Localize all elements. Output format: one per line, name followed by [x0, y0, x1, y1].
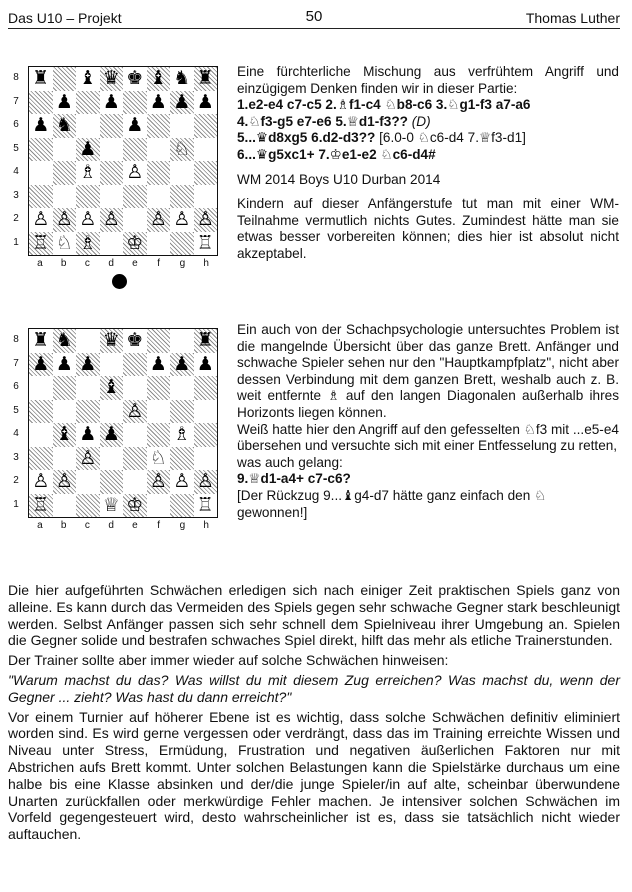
header-author: Thomas Luther	[525, 10, 620, 26]
chess-piece: ♞	[173, 67, 191, 90]
chess-piece: ♟	[196, 90, 214, 113]
square-h7	[194, 353, 218, 377]
diagram-1-text	[237, 64, 619, 263]
chess-piece: ♟	[55, 352, 73, 375]
square-e2	[123, 470, 147, 494]
chess-piece: ♙	[32, 470, 50, 493]
square-f1	[147, 494, 171, 518]
rank-label: 4	[13, 428, 19, 439]
rank-label: 8	[13, 72, 19, 83]
square-e2	[123, 208, 147, 232]
variation-note: [6.0-0 ♘c6-d4 7.♕f3-d1]	[379, 130, 526, 146]
square-g3	[170, 447, 194, 471]
square-e5	[123, 138, 147, 162]
square-h3	[194, 185, 218, 209]
chess-piece: ♞	[55, 114, 73, 137]
square-e3	[123, 447, 147, 471]
chess-piece: ♜	[32, 67, 50, 90]
square-e7	[123, 353, 147, 377]
square-g5	[170, 400, 194, 424]
square-f5	[147, 400, 171, 424]
square-h6	[194, 114, 218, 138]
chess-piece: ♟	[79, 423, 97, 446]
chess-piece: ♝	[102, 376, 120, 399]
diagram-2-text	[237, 322, 619, 521]
file-label: b	[60, 520, 67, 531]
chess-piece: ♝	[55, 423, 73, 446]
square-b1	[53, 494, 77, 518]
rank-labels	[10, 66, 22, 254]
paragraph: Ein auch von der Schachpsychologie untersuchtes Problem ist die mangelnde Übersicht über das ganze Brett. Anfänger und schwache Spieler sehen nur den "Hauptkampfplatz", nicht aber dessen Verbindung mit dem ganzen Brett, weshalb auch z. B. weit entfernte ♗ auf den langen Diagonalen außerhalb ihres Horizonts liegen können.	[237, 322, 619, 420]
square-f3	[147, 185, 171, 209]
square-g8	[170, 329, 194, 353]
square-h8	[194, 329, 218, 353]
chess-piece: ♙	[173, 208, 191, 231]
chess-piece: ♗	[79, 231, 97, 254]
square-f4	[147, 161, 171, 185]
square-g1	[170, 232, 194, 256]
chess-piece: ♟	[102, 423, 120, 446]
square-e8	[123, 67, 147, 91]
square-a7	[29, 353, 53, 377]
comment-text: Kindern auf dieser Anfängerstufe tut man mit einer WM-Teilnahme vermutlich nichts Gutes. Zumindest hätte man sie etwas besser vorbereiten können; dies hier ist absolut nicht akzeptabel.	[237, 196, 619, 261]
square-f5	[147, 138, 171, 162]
square-b8	[53, 67, 77, 91]
square-c1	[76, 232, 100, 256]
file-label: d	[108, 520, 114, 531]
chess-piece: ♚	[126, 67, 144, 90]
chess-piece: ♛	[102, 329, 120, 352]
chessboard	[28, 66, 218, 256]
black-to-move-indicator	[112, 274, 127, 289]
square-a4	[29, 423, 53, 447]
file-label: d	[108, 258, 114, 269]
rank-label: 6	[13, 381, 19, 392]
square-f6	[147, 376, 171, 400]
chess-piece: ♘	[173, 137, 191, 160]
square-a3	[29, 185, 53, 209]
chess-piece: ♙	[149, 208, 167, 231]
file-label: b	[60, 258, 67, 269]
square-c7	[76, 91, 100, 115]
square-d8	[100, 67, 124, 91]
chess-piece: ♟	[126, 114, 144, 137]
square-e4	[123, 161, 147, 185]
chess-piece: ♙	[79, 446, 97, 469]
chess-piece: ♝	[149, 67, 167, 90]
chess-piece: ♙	[126, 399, 144, 422]
chess-piece: ♚	[126, 329, 144, 352]
square-c4	[76, 423, 100, 447]
file-label: f	[157, 520, 161, 531]
square-b7	[53, 91, 77, 115]
square-e5	[123, 400, 147, 424]
square-f2	[147, 208, 171, 232]
square-d7	[100, 353, 124, 377]
square-h2	[194, 208, 218, 232]
chess-piece: ♟	[79, 352, 97, 375]
file-label: e	[132, 258, 138, 269]
chess-piece: ♟	[55, 90, 73, 113]
square-c6	[76, 114, 100, 138]
square-b4	[53, 161, 77, 185]
chess-piece: ♞	[55, 329, 73, 352]
square-b3	[53, 447, 77, 471]
rank-label: 8	[13, 334, 19, 345]
square-a1	[29, 232, 53, 256]
square-a6	[29, 114, 53, 138]
square-g2	[170, 470, 194, 494]
square-b4	[53, 423, 77, 447]
file-label: g	[179, 258, 186, 269]
square-a2	[29, 470, 53, 494]
chess-piece: ♖	[32, 493, 50, 516]
chess-piece: ♗	[79, 161, 97, 184]
variation-note: [Der Rückzug 9...♝g4-d7 hätte ganz einfach den ♘ gewonnen!]	[237, 487, 547, 520]
square-g5	[170, 138, 194, 162]
chess-piece: ♘	[55, 231, 73, 254]
rank-label: 7	[13, 95, 19, 107]
square-h5	[194, 138, 218, 162]
square-g7	[170, 353, 194, 377]
rank-label: 3	[13, 189, 19, 201]
square-d4	[100, 423, 124, 447]
square-d5	[100, 400, 124, 424]
chess-piece: ♙	[196, 208, 214, 231]
square-b1	[53, 232, 77, 256]
rank-label: 6	[13, 119, 19, 130]
page-number: 50	[305, 8, 323, 25]
square-b3	[53, 185, 77, 209]
square-c3	[76, 447, 100, 471]
file-labels	[28, 520, 218, 531]
square-f4	[147, 423, 171, 447]
chess-piece: ♟	[32, 352, 50, 375]
square-g3	[170, 185, 194, 209]
square-g6	[170, 376, 194, 400]
square-d2	[100, 208, 124, 232]
rank-label: 3	[13, 451, 19, 463]
square-c5	[76, 400, 100, 424]
square-c4	[76, 161, 100, 185]
square-h3	[194, 447, 218, 471]
file-label: a	[37, 520, 43, 531]
square-c3	[76, 185, 100, 209]
file-label: h	[203, 258, 209, 269]
square-c8	[76, 67, 100, 91]
square-b5	[53, 138, 77, 162]
square-h6	[194, 376, 218, 400]
square-h7	[194, 91, 218, 115]
rank-label: 1	[13, 236, 19, 248]
square-f6	[147, 114, 171, 138]
chess-piece: ♔	[126, 231, 144, 254]
square-g8	[170, 67, 194, 91]
square-e4	[123, 423, 147, 447]
chess-piece: ♙	[126, 161, 144, 184]
rank-label: 5	[13, 404, 19, 416]
square-c8	[76, 329, 100, 353]
move-line: 4.♘f3-g5 e7-e6 5.♕d1-f3??	[237, 113, 408, 129]
main-body-text	[8, 582, 620, 846]
file-label: c	[84, 258, 90, 269]
rank-label: 2	[13, 475, 19, 486]
file-labels	[28, 258, 218, 269]
square-g7	[170, 91, 194, 115]
page-header	[8, 4, 620, 29]
square-f2	[147, 470, 171, 494]
square-h1	[194, 232, 218, 256]
chess-piece: ♙	[149, 470, 167, 493]
file-label: a	[37, 258, 43, 269]
rank-label: 2	[13, 213, 19, 224]
file-label: f	[157, 258, 161, 269]
square-e7	[123, 91, 147, 115]
paragraph: Vor einem Turnier auf höherer Ebene ist es wichtig, dass solche Schwächen definitiv eliminiert worden sind. Es wird gerne vergessen oder verdrängt, dass das im Training erreichte Wissen und Niveau unter Stress, Ermüdung, Frustration und negativen äußerlichen Faktoren nur mit Abstrichen aufs Brett kommt. Unter solchen Belastungen kann die Spielstärke durchaus um eine halbe bis eine Klasse absinken und der/die junge Spieler/in auf alte, scheinbar überwundene Unarten zurückfallen oder merkwürdige Fehler machen. Je intensiver solchen Schwächen im Vorfeld gegengesteuert wird, desto wahrscheinlicher ist es, dass sie tatsächlich nicht wieder auftauchen.	[8, 708, 620, 843]
square-a5	[29, 400, 53, 424]
square-a2	[29, 208, 53, 232]
square-a5	[29, 138, 53, 162]
chess-piece: ♟	[102, 90, 120, 113]
square-f7	[147, 91, 171, 115]
square-b6	[53, 114, 77, 138]
rank-label: 4	[13, 166, 19, 177]
trainer-quote: "Warum machst du das? Was willst du mit diesem Zug erreichen? Was machst du, wenn der Gegner ... zieht? Was hast du dann erreicht?"	[8, 671, 620, 705]
chess-piece: ♟	[32, 114, 50, 137]
square-a1	[29, 494, 53, 518]
square-f8	[147, 329, 171, 353]
chess-piece: ♛	[102, 67, 120, 90]
square-d4	[100, 161, 124, 185]
chess-piece: ♙	[102, 208, 120, 231]
square-b2	[53, 208, 77, 232]
square-c1	[76, 494, 100, 518]
chess-piece: ♙	[32, 208, 50, 231]
square-e1	[123, 494, 147, 518]
square-e6	[123, 376, 147, 400]
file-label: e	[132, 520, 138, 531]
square-g2	[170, 208, 194, 232]
paragraph: Die hier aufgeführten Schwächen erledigen sich nach einiger Zeit praktischen Spiels ganz von alleine. Es kann durch das Vermeiden des Spiels gegen sehr schwache Gegner stark beschleunigt werden. Selbst Anfänger passen sich sehr schnell dem Spielniveau ihrer Umgebung an. Spielen die Gegner solide und bestrafen schwaches Spiel direkt, hilft das mehr als etliche Trainerstunden.	[8, 582, 620, 649]
rank-label: 5	[13, 142, 19, 154]
chess-piece: ♖	[196, 231, 214, 254]
square-d6	[100, 376, 124, 400]
move-line: 6...♛g5xc1+ 7.♔e1-e2 ♘c6-d4#	[237, 146, 436, 162]
square-e3	[123, 185, 147, 209]
chess-piece: ♙	[55, 208, 73, 231]
header-book-title: Das U10 – Projekt	[8, 10, 122, 26]
move-line: 9.♕d1-a4+ c7-c6?	[237, 471, 351, 487]
square-g4	[170, 423, 194, 447]
chess-piece: ♙	[79, 208, 97, 231]
chess-piece: ♙	[55, 470, 73, 493]
chess-piece: ♟	[149, 352, 167, 375]
square-d2	[100, 470, 124, 494]
square-h1	[194, 494, 218, 518]
chess-piece: ♖	[32, 231, 50, 254]
square-a3	[29, 447, 53, 471]
square-c2	[76, 470, 100, 494]
square-c7	[76, 353, 100, 377]
square-a4	[29, 161, 53, 185]
rank-label: 1	[13, 498, 19, 510]
square-d1	[100, 494, 124, 518]
file-label: g	[179, 520, 186, 531]
square-a8	[29, 329, 53, 353]
square-e6	[123, 114, 147, 138]
square-f7	[147, 353, 171, 377]
move-line: 1.e2-e4 c7-c5 2.♗f1-c4 ♘b8-c6 3.♘g1-f3 a7-a6	[237, 97, 531, 113]
chess-piece: ♕	[102, 493, 120, 516]
chess-piece: ♗	[173, 423, 191, 446]
chess-piece: ♙	[196, 470, 214, 493]
square-d6	[100, 114, 124, 138]
chess-piece: ♘	[149, 446, 167, 469]
square-g6	[170, 114, 194, 138]
rank-label: 7	[13, 357, 19, 369]
chess-piece: ♔	[126, 493, 144, 516]
file-label: h	[203, 520, 209, 531]
square-d3	[100, 447, 124, 471]
square-a7	[29, 91, 53, 115]
square-h4	[194, 423, 218, 447]
chess-piece: ♟	[149, 90, 167, 113]
square-b2	[53, 470, 77, 494]
square-c6	[76, 376, 100, 400]
file-label: c	[84, 520, 90, 531]
event-info: WM 2014 Boys U10 Durban 2014	[237, 171, 441, 187]
square-h5	[194, 400, 218, 424]
square-h8	[194, 67, 218, 91]
chess-piece: ♟	[173, 90, 191, 113]
paragraph: Der Trainer sollte aber immer wieder auf solche Schwächen hinweisen:	[8, 652, 449, 669]
square-d8	[100, 329, 124, 353]
paragraph: Weiß hatte hier den Angriff auf den gefesselten ♘f3 mit ...e5-e4 übersehen und versuchte sich mit einer Entfesselung zu retten, was auch gelang:	[237, 421, 619, 470]
chess-piece: ♜	[196, 329, 214, 352]
square-f8	[147, 67, 171, 91]
square-h4	[194, 161, 218, 185]
square-b6	[53, 376, 77, 400]
chess-piece: ♖	[196, 493, 214, 516]
move-line: 5...♛d8xg5 6.d2-d3??	[237, 130, 376, 146]
square-d1	[100, 232, 124, 256]
chess-piece: ♙	[173, 470, 191, 493]
square-g1	[170, 494, 194, 518]
square-f3	[147, 447, 171, 471]
square-a8	[29, 67, 53, 91]
chess-piece: ♝	[79, 67, 97, 90]
square-c2	[76, 208, 100, 232]
square-c5	[76, 138, 100, 162]
square-e1	[123, 232, 147, 256]
square-e8	[123, 329, 147, 353]
rank-labels	[10, 328, 22, 516]
square-g4	[170, 161, 194, 185]
diagram-marker: (D)	[411, 113, 431, 129]
square-b7	[53, 353, 77, 377]
chess-piece: ♟	[196, 352, 214, 375]
chessboard	[28, 328, 218, 518]
square-f1	[147, 232, 171, 256]
chess-piece: ♟	[79, 137, 97, 160]
square-d7	[100, 91, 124, 115]
square-b5	[53, 400, 77, 424]
intro-text: Eine fürchterliche Mischung aus verfrühtem Angriff und einzügigem Denken finden wir in dieser Partie:	[237, 64, 619, 96]
square-h2	[194, 470, 218, 494]
square-a6	[29, 376, 53, 400]
chess-piece: ♟	[173, 352, 191, 375]
square-d5	[100, 138, 124, 162]
chess-piece: ♜	[196, 67, 214, 90]
square-b8	[53, 329, 77, 353]
chess-piece: ♜	[32, 329, 50, 352]
square-d3	[100, 185, 124, 209]
